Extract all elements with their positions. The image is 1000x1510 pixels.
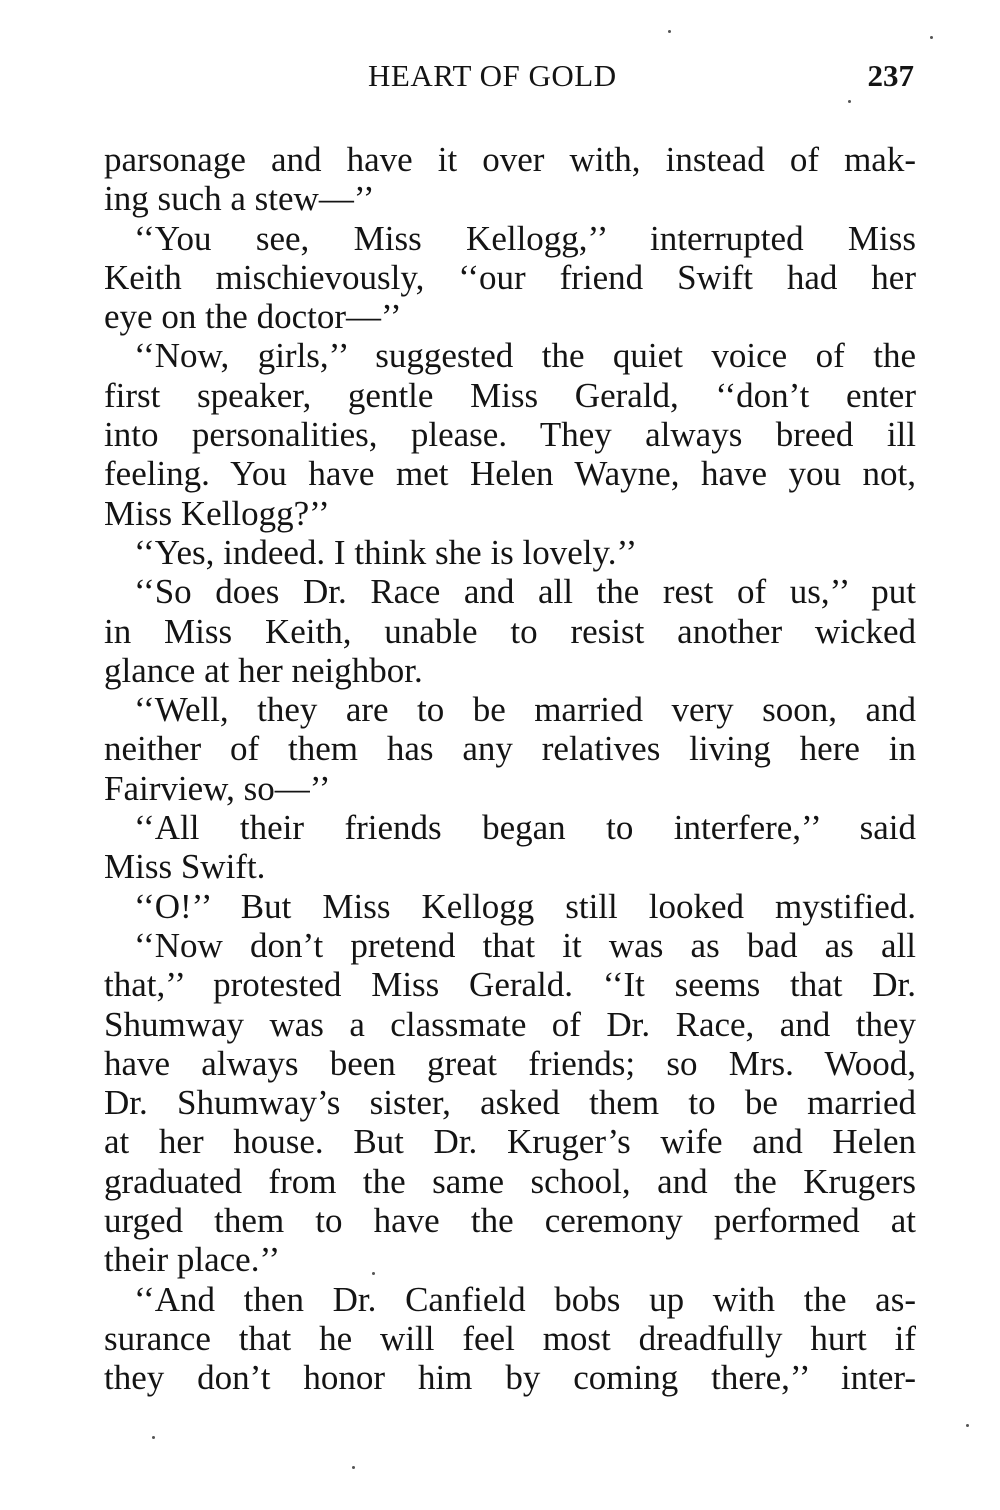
text-line: ‘‘Now don’t pretend that it was as bad as all	[134, 925, 916, 965]
text-line: they don’t honor him by coming there,’’ inter-	[104, 1358, 916, 1398]
print-speck	[152, 1436, 155, 1439]
text-line: urged them to have the ceremony performed at	[104, 1201, 916, 1241]
page-header	[104, 58, 916, 98]
text-line: Miss Swift.	[104, 847, 266, 887]
text-line: ‘‘So does Dr. Race and all the rest of us,’’ put	[134, 572, 916, 612]
text-line: glance at her neighbor.	[104, 650, 423, 690]
text-line: at her house. But Dr. Kruger’s wife and Helen	[104, 1122, 916, 1162]
text-line: parsonage and have it over with, instead of mak-	[104, 140, 916, 179]
body-text	[104, 140, 916, 1398]
text-line: in Miss Keith, unable to resist another wicked	[104, 611, 916, 651]
print-speck	[352, 1466, 355, 1469]
text-line: ‘‘Yes, indeed. I think she is lovely.’’	[134, 532, 638, 572]
text-line: Keith mischievously, ‘‘our friend Swift had her	[104, 257, 916, 297]
text-line: ‘‘Well, they are to be married very soon, and	[134, 690, 916, 730]
text-line: ‘‘And then Dr. Canfield bobs up with the as-	[134, 1279, 916, 1319]
text-line: Shumway was a classmate of Dr. Race, and they	[104, 1004, 916, 1044]
text-line: Miss Kellogg?’’	[104, 493, 330, 533]
print-speck	[966, 1424, 969, 1427]
print-speck	[372, 1272, 375, 1275]
text-line: into personalities, please. They always breed ill	[104, 415, 916, 455]
text-line: neither of them has any relatives living here in	[104, 729, 916, 769]
text-line: that,’’ protested Miss Gerald. ‘‘It seems that Dr.	[104, 965, 916, 1005]
text-line: ing such a stew—’’	[104, 179, 375, 219]
text-line: Fairview, so—’’	[104, 768, 331, 808]
text-line: ‘‘Now, girls,’’ suggested the quiet voice of the	[134, 336, 916, 376]
text-line: graduated from the same school, and the Krugers	[104, 1161, 916, 1201]
print-speck	[848, 100, 851, 103]
text-line: ‘‘All their friends began to interfere,’’ said	[134, 808, 916, 848]
text-line: Dr. Shumway’s sister, asked them to be married	[104, 1083, 916, 1123]
text-line: ‘‘You see, Miss Kellogg,’’ interrupted Miss	[134, 218, 916, 258]
text-line: first speaker, gentle Miss Gerald, ‘‘don’t enter	[104, 375, 916, 415]
running-title: HEART OF GOLD	[368, 58, 617, 93]
text-line: ‘‘O!’’ But Miss Kellogg still looked mystified.	[134, 886, 916, 926]
page-number: 237	[867, 58, 914, 93]
text-line: their place.’’	[104, 1240, 281, 1280]
print-speck	[930, 36, 933, 39]
print-speck	[668, 30, 671, 33]
text-line: eye on the doctor—’’	[104, 297, 402, 337]
text-line: surance that he will feel most dreadfully hurt if	[104, 1318, 916, 1358]
text-line: have always been great friends; so Mrs. Wood,	[104, 1043, 916, 1083]
text-line: feeling. You have met Helen Wayne, have you not,	[104, 454, 916, 494]
